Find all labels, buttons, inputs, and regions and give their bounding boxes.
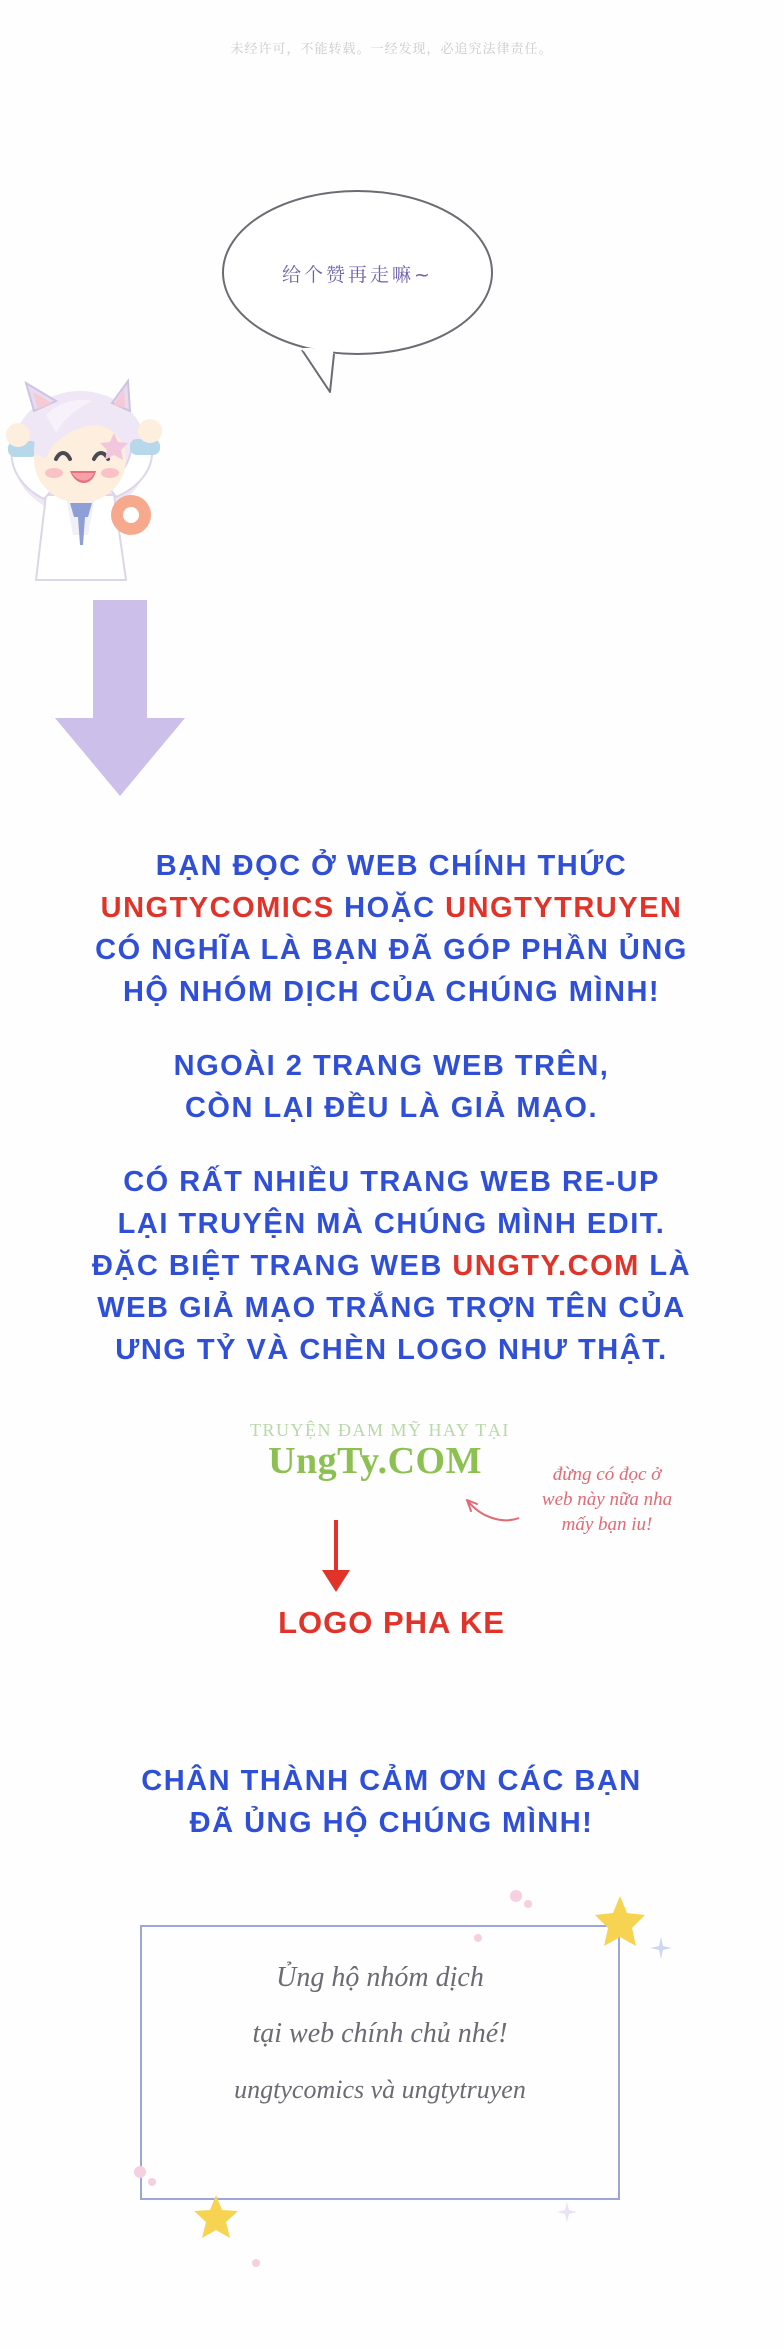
card-line-3: ungtycomics và ungtytruyen (234, 2075, 526, 2104)
fake-logo-name: UngTy.COM (268, 1440, 482, 1482)
main-line-4: HỘ NHÓM DỊCH CỦA CHÚNG MÌNH! (122, 976, 661, 1008)
fake-site-name: UNGTY.COM (452, 1250, 640, 1282)
main-line-8: LẠI TRUYỆN MÀ CHÚNG MÌNH EDIT. (117, 1208, 666, 1240)
red-down-arrow-icon (316, 1520, 356, 1595)
site-ungtytruyen: UNGTYTRUYEN (445, 892, 683, 924)
spacer (0, 1129, 783, 1161)
sparkle-decoration-icon (555, 2200, 579, 2229)
thanks-block (0, 1760, 783, 1844)
main-line-11: ƯNG TỶ VÀ CHÈN LOGO NHƯ THẬT. (115, 1334, 668, 1366)
conj-hoac: HOẶC (334, 892, 446, 924)
main-line-5: NGOÀI 2 TRANG WEB TRÊN, (173, 1050, 610, 1082)
main-line-9 (0, 1245, 783, 1287)
flower-decoration-icon (505, 1885, 539, 1924)
main-line-9-prefix: ĐẶC BIỆT TRANG WEB (91, 1250, 453, 1282)
main-line-6: CÒN LẠI ĐỀU LÀ GIẢ MẠO. (184, 1092, 599, 1124)
fake-logo-tagline: TRUYỆN ĐAM MỸ HAY TẠI (250, 1420, 510, 1440)
copyright-notice: 未经许可，不能转载。一经发现，必追究法律责任。 (230, 42, 553, 57)
main-line-2 (0, 887, 783, 929)
pink-note-line-1: đừng có đọc ở (552, 1464, 662, 1485)
main-line-10: WEB GIẢ MẠO TRẮNG TRỢN TÊN CỦA (97, 1292, 686, 1324)
speech-bubble-text: 给个赞再走嘛~ (282, 264, 433, 286)
fake-logo-caption: LOGO PHA KE (278, 1605, 505, 1640)
main-line-9-suffix: LÀ (639, 1250, 692, 1282)
main-line-7: CÓ RẤT NHIỀU TRANG WEB RE-UP (123, 1166, 660, 1198)
site-ungtycomics: UNGTYCOMICS (100, 892, 335, 924)
main-line-3: CÓ NGHĨA LÀ BẠN ĐÃ GÓP PHẦN ỦNG (95, 934, 688, 966)
sparkle-decoration-icon (648, 1935, 674, 1966)
down-arrow-icon (45, 600, 195, 800)
thanks-line-2: ĐÃ ỦNG HỘ CHÚNG MÌNH! (189, 1807, 594, 1839)
card-line-2: tại web chính chủ nhé! (252, 2018, 508, 2049)
main-message-block (0, 845, 783, 1371)
main-line-1: BẠN ĐỌC Ở WEB CHÍNH THỨC (155, 850, 628, 882)
card-line-1: Ủng hộ nhóm dịch (276, 1962, 484, 1993)
spacer (0, 1013, 783, 1045)
chibi-character-illustration (0, 375, 190, 600)
pink-handwritten-note (512, 1462, 702, 1537)
pink-note-line-2: web này nữa nha (541, 1489, 673, 1510)
thanks-line-1: CHÂN THÀNH CẢM ƠN CÁC BẠN (141, 1765, 642, 1797)
pink-note-line-3: mấy bạn iu! (561, 1514, 653, 1535)
support-card-text (140, 1950, 620, 2118)
dot-decoration-icon (248, 2255, 268, 2280)
